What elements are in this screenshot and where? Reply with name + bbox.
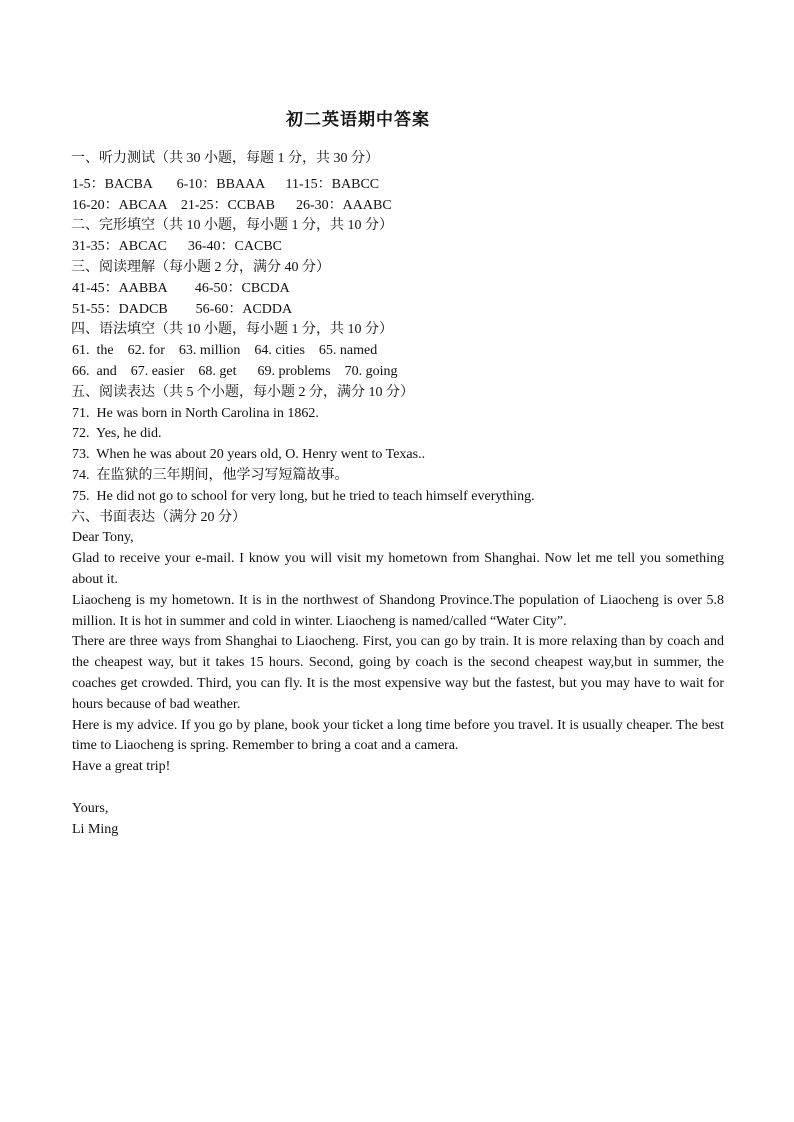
letter-paragraph: There are three ways from Shanghai to Liaocheng. First, you can go by train. It is more relaxing than by coach and the cheapest way, but it takes 15 hours. Second, going by coach is the second cheapest way,but in summer, the coaches get crowded. Third, you can fly. It is the most expensive way but the fastest, but you may have to wait for hours because of bad weather.: [72, 634, 724, 712]
reading-answers-row-1: 41-45：AABBA 46-50：CBCDA: [72, 280, 290, 296]
letter-sign-off: Yours,: [72, 800, 109, 816]
section-heading-listening: 一、听力测试（共 30 小题，每题 1 分，共 30 分）: [71, 151, 379, 166]
letter-paragraph: Here is my advice. If you go by plane, book your ticket a long time before you travel. It is usually cheaper. The best time to Liaocheng is spring. Remember to bring a coat and a camera.: [72, 717, 724, 754]
section-heading-grammar: 四、语法填空（共 10 小题，每小题 1 分，共 10 分）: [71, 322, 393, 338]
letter-closing-line: Have a great trip!: [72, 759, 171, 775]
reading-answers-row-2: 51-55：DADCB 56-60：ACDDA: [72, 301, 293, 317]
listening-answers-row-2: 16-20：ABCAA 21-25：CCBAB 26-30：AAABC: [72, 197, 392, 213]
reading-expression-answer-72: 72. Yes, he did.: [72, 426, 162, 442]
letter-greeting: Dear Tony,: [72, 530, 134, 546]
section-heading-cloze: 二、完形填空（共 10 小题，每小题 1 分，共 10 分）: [71, 218, 393, 234]
listening-answers-row-1: 1-5：BACBA 6-10：BBAAA 11-15：BABCC: [72, 176, 380, 192]
letter-signature: Li Ming: [72, 821, 119, 837]
grammar-answers-row-2: 66. and 67. easier 68. get 69. problems 70. going: [72, 363, 398, 379]
blank-line: [72, 778, 724, 799]
answer-content: [72, 149, 724, 840]
document-title: 初二英语期中答案: [286, 110, 430, 129]
grammar-answers-row-1: 61. the 62. for 63. million 64. cities 65. named: [72, 343, 378, 359]
letter-paragraph: Glad to receive your e-mail. I know you will visit my hometown from Shanghai. Now let me tell you something about it.: [72, 551, 724, 587]
reading-expression-answer-74: 74. 在监狱的三年期间，他学习写短篇故事。: [72, 467, 349, 483]
section-heading-reading-expression: 五、阅读表达（共 5 个小题，每小题 2 分，满分 10 分）: [71, 384, 414, 400]
reading-expression-answer-71: 71. He was born in North Carolina in 1862.: [72, 405, 319, 421]
cloze-answers-row-1: 31-35：ABCAC 36-40：CACBC: [72, 239, 283, 255]
reading-expression-answer-75: 75. He did not go to school for very long, but he tried to teach himself everything.: [72, 488, 535, 504]
section-heading-writing: 六、书面表达（满分 20 分）: [71, 509, 246, 525]
section-heading-reading: 三、阅读理解（每小题 2 分，满分 40 分）: [71, 259, 330, 275]
reading-expression-answer-73: 73. When he was about 20 years old, O. Henry went to Texas..: [72, 447, 426, 463]
letter-paragraph: Liaocheng is my hometown. It is in the northwest of Shandong Province.The population of Liaocheng is over 5.8 million. It is hot in summer and cold in winter. Liaocheng is named/called “Water City”.: [72, 592, 724, 629]
